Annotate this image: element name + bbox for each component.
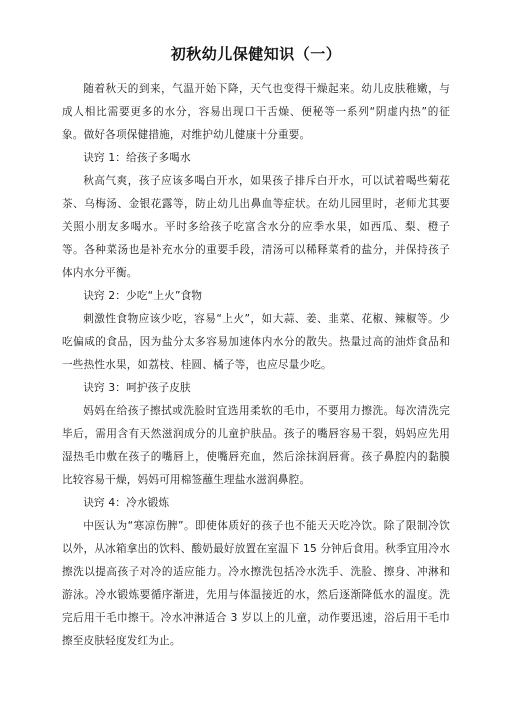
document-title: 初秋幼儿保健知识（一） bbox=[170, 45, 342, 63]
tip-1-heading: 诀窍 1：给孩子多喝水 bbox=[83, 152, 191, 164]
intro-paragraph: 随着秋天的到来，气温开始下降，天气也变得干燥起来。幼儿皮肤稚嫩，与成人相比需要更多的水分，容易出现口干舌燥、便秘等一系列“阴虚内热”的征象。做好各项保健措施，对维护幼儿健康十分重要。 bbox=[62, 83, 450, 141]
tip-3-heading: 诀窍 3：呵护孩子皮肤 bbox=[83, 382, 191, 394]
tip-4-heading: 诀窍 4：冷水锻炼 bbox=[83, 497, 170, 509]
tip-1-paragraph: 秋高气爽，孩子应该多喝白开水，如果孩子排斥白开水，可以试着喝些菊花茶、乌梅汤、金银花露等，防止幼儿出鼻血等症状。在幼儿园里时，老师尤其要关照小朋友多喝水。平时多给孩子吃富含水分的应季水果，如西瓜、梨、橙子等。各种菜汤也是补充水分的重要手段，清汤可以稀释菜肴的盐分，并保持孩子体内水分平衡。 bbox=[62, 175, 450, 279]
tip-4-paragraph: 中医认为“寒凉伤脾”。即使体质好的孩子也不能天天吃冷饮。除了限制冷饮以外，从冰箱拿出的饮料、酸奶最好放置在室温下 15 分钟后食用。秋季宜用冷水擦洗以提高孩子对冷的适应能力。冷水擦洗包括冷水洗手、洗脸、擦身、冲淋和游泳。冷水锻炼要循序渐进，先用与体温接近的水，然后逐渐降低水的温度。洗完后用干毛巾擦干。冷水冲淋适合 3 岁以上的儿童，动作要迅速，浴后用干毛巾擦至皮肤轻度发红为止。 bbox=[62, 520, 450, 647]
tip-3-paragraph: 妈妈在给孩子擦拭或洗脸时宜选用柔软的毛巾，不要用力擦洗。每次清洗完毕后，需用含有天然滋润成分的儿童护肤品。孩子的嘴唇容易干裂，妈妈应先用湿热毛巾敷在孩子的嘴唇上，使嘴唇充血，然后涂抹润唇膏。孩子鼻腔内的黏膜比较容易干燥，妈妈可用棉签蘸生理盐水滋润鼻腔。 bbox=[62, 405, 450, 486]
tip-2-heading: 诀窍 2：少吃“上火”食物 bbox=[83, 290, 203, 302]
tip-2-paragraph: 刺激性食物应该少吃，容易“上火”，如大蒜、姜、韭菜、花椒、辣椒等。少吃偏咸的食品，因为盐分太多容易加速体内水分的散失。热量过高的油炸食品和一些热性水果，如荔枝、桂圆、橘子等，也应尽量少吃。 bbox=[62, 313, 450, 371]
